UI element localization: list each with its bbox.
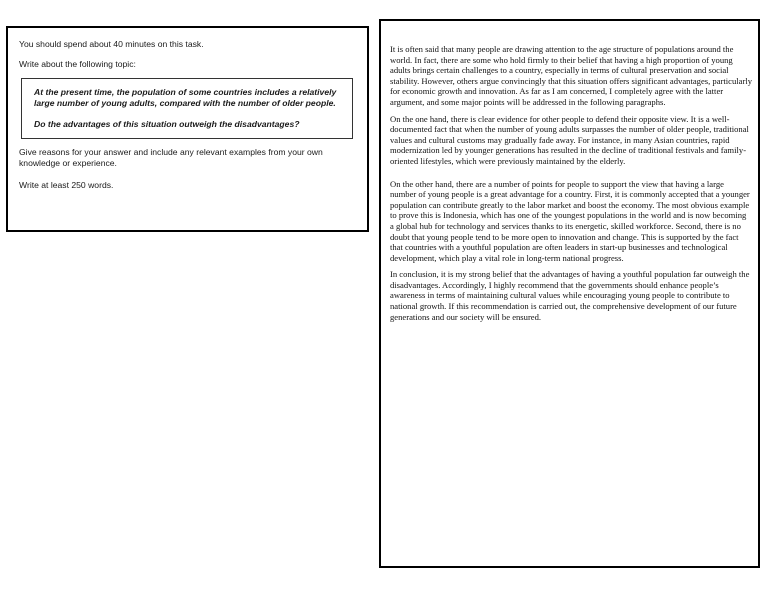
task-prompt-box: [6, 26, 369, 232]
reasons-instruction: Give reasons for your answer and include any relevant examples from your own knowledge or experience.: [19, 147, 323, 168]
essay-paragraph-conclusion: In conclusion, it is my strong belief that the advantages of having a youthful population far outweigh the disadvantages. Accordingly, I highly recommend that the governments should enhance people’s awareness in terms of maintaining cultural values while encouraging young people to contribute to national growth. If this recommendation is carried out, the comprehensive development of our future generations and our society will be ensured.: [390, 269, 750, 322]
word-count-instruction: Write at least 250 words.: [19, 180, 114, 190]
topic-statement: At the present time, the population of some countries includes a relatively large number of young adults, compared with the number of older people.: [34, 87, 337, 108]
essay-paragraph-body-2: On the other hand, there are a number of points for people to support the view that having a large number of young people is a great advantage for a country. First, it is commonly accepted that a younger population can contribute greatly to the labor market and boost the economy. The most obvious example to prove this is Indonesia, which has one of the youngest populations in the world and is now becoming a global hub for technology and services thanks to its energetic, skilled workforce. Second, there is no doubt that young people tend to be more open to innovation and change. This is supported by the fact that countries with a youthful population are often leaders in start-up businesses and technological development, which play a vital role in long-term national progress.: [390, 178, 750, 263]
essay-paragraph-introduction: It is often said that many people are drawing attention to the age structure of populations around the world. In fact, there are some who hold firmly to their belief that having a high proportion of young adults brings certain challenges to a country, especially in terms of cultural preservation and social stability. However, others argue convincingly that this situation offers significant advantages, particularly for economic growth and innovation. As far as I am concerned, I completely agree with the latter argument, and some major points will be addressed in the following paragraphs.: [390, 44, 753, 107]
topic-intro: Write about the following topic:: [19, 59, 136, 69]
topic-box: [21, 78, 353, 139]
topic-question: Do the advantages of this situation outweigh the disadvantages?: [34, 119, 300, 129]
essay-paragraph-body-1: On the one hand, there is clear evidence for other people to defend their opposite view. It is a well-documented fact that when the number of young adults surpasses the number of older people, traditional values and cultural customs may gradually fade away. For instance, in many Asian countries, rapid modernization led by younger generations has resulted in the decline of traditional festivals and family-oriented lifestyles, which were previously maintained by the elderly.: [390, 113, 749, 166]
time-instruction: You should spend about 40 minutes on this task.: [19, 39, 204, 49]
essay-box: [379, 19, 760, 568]
